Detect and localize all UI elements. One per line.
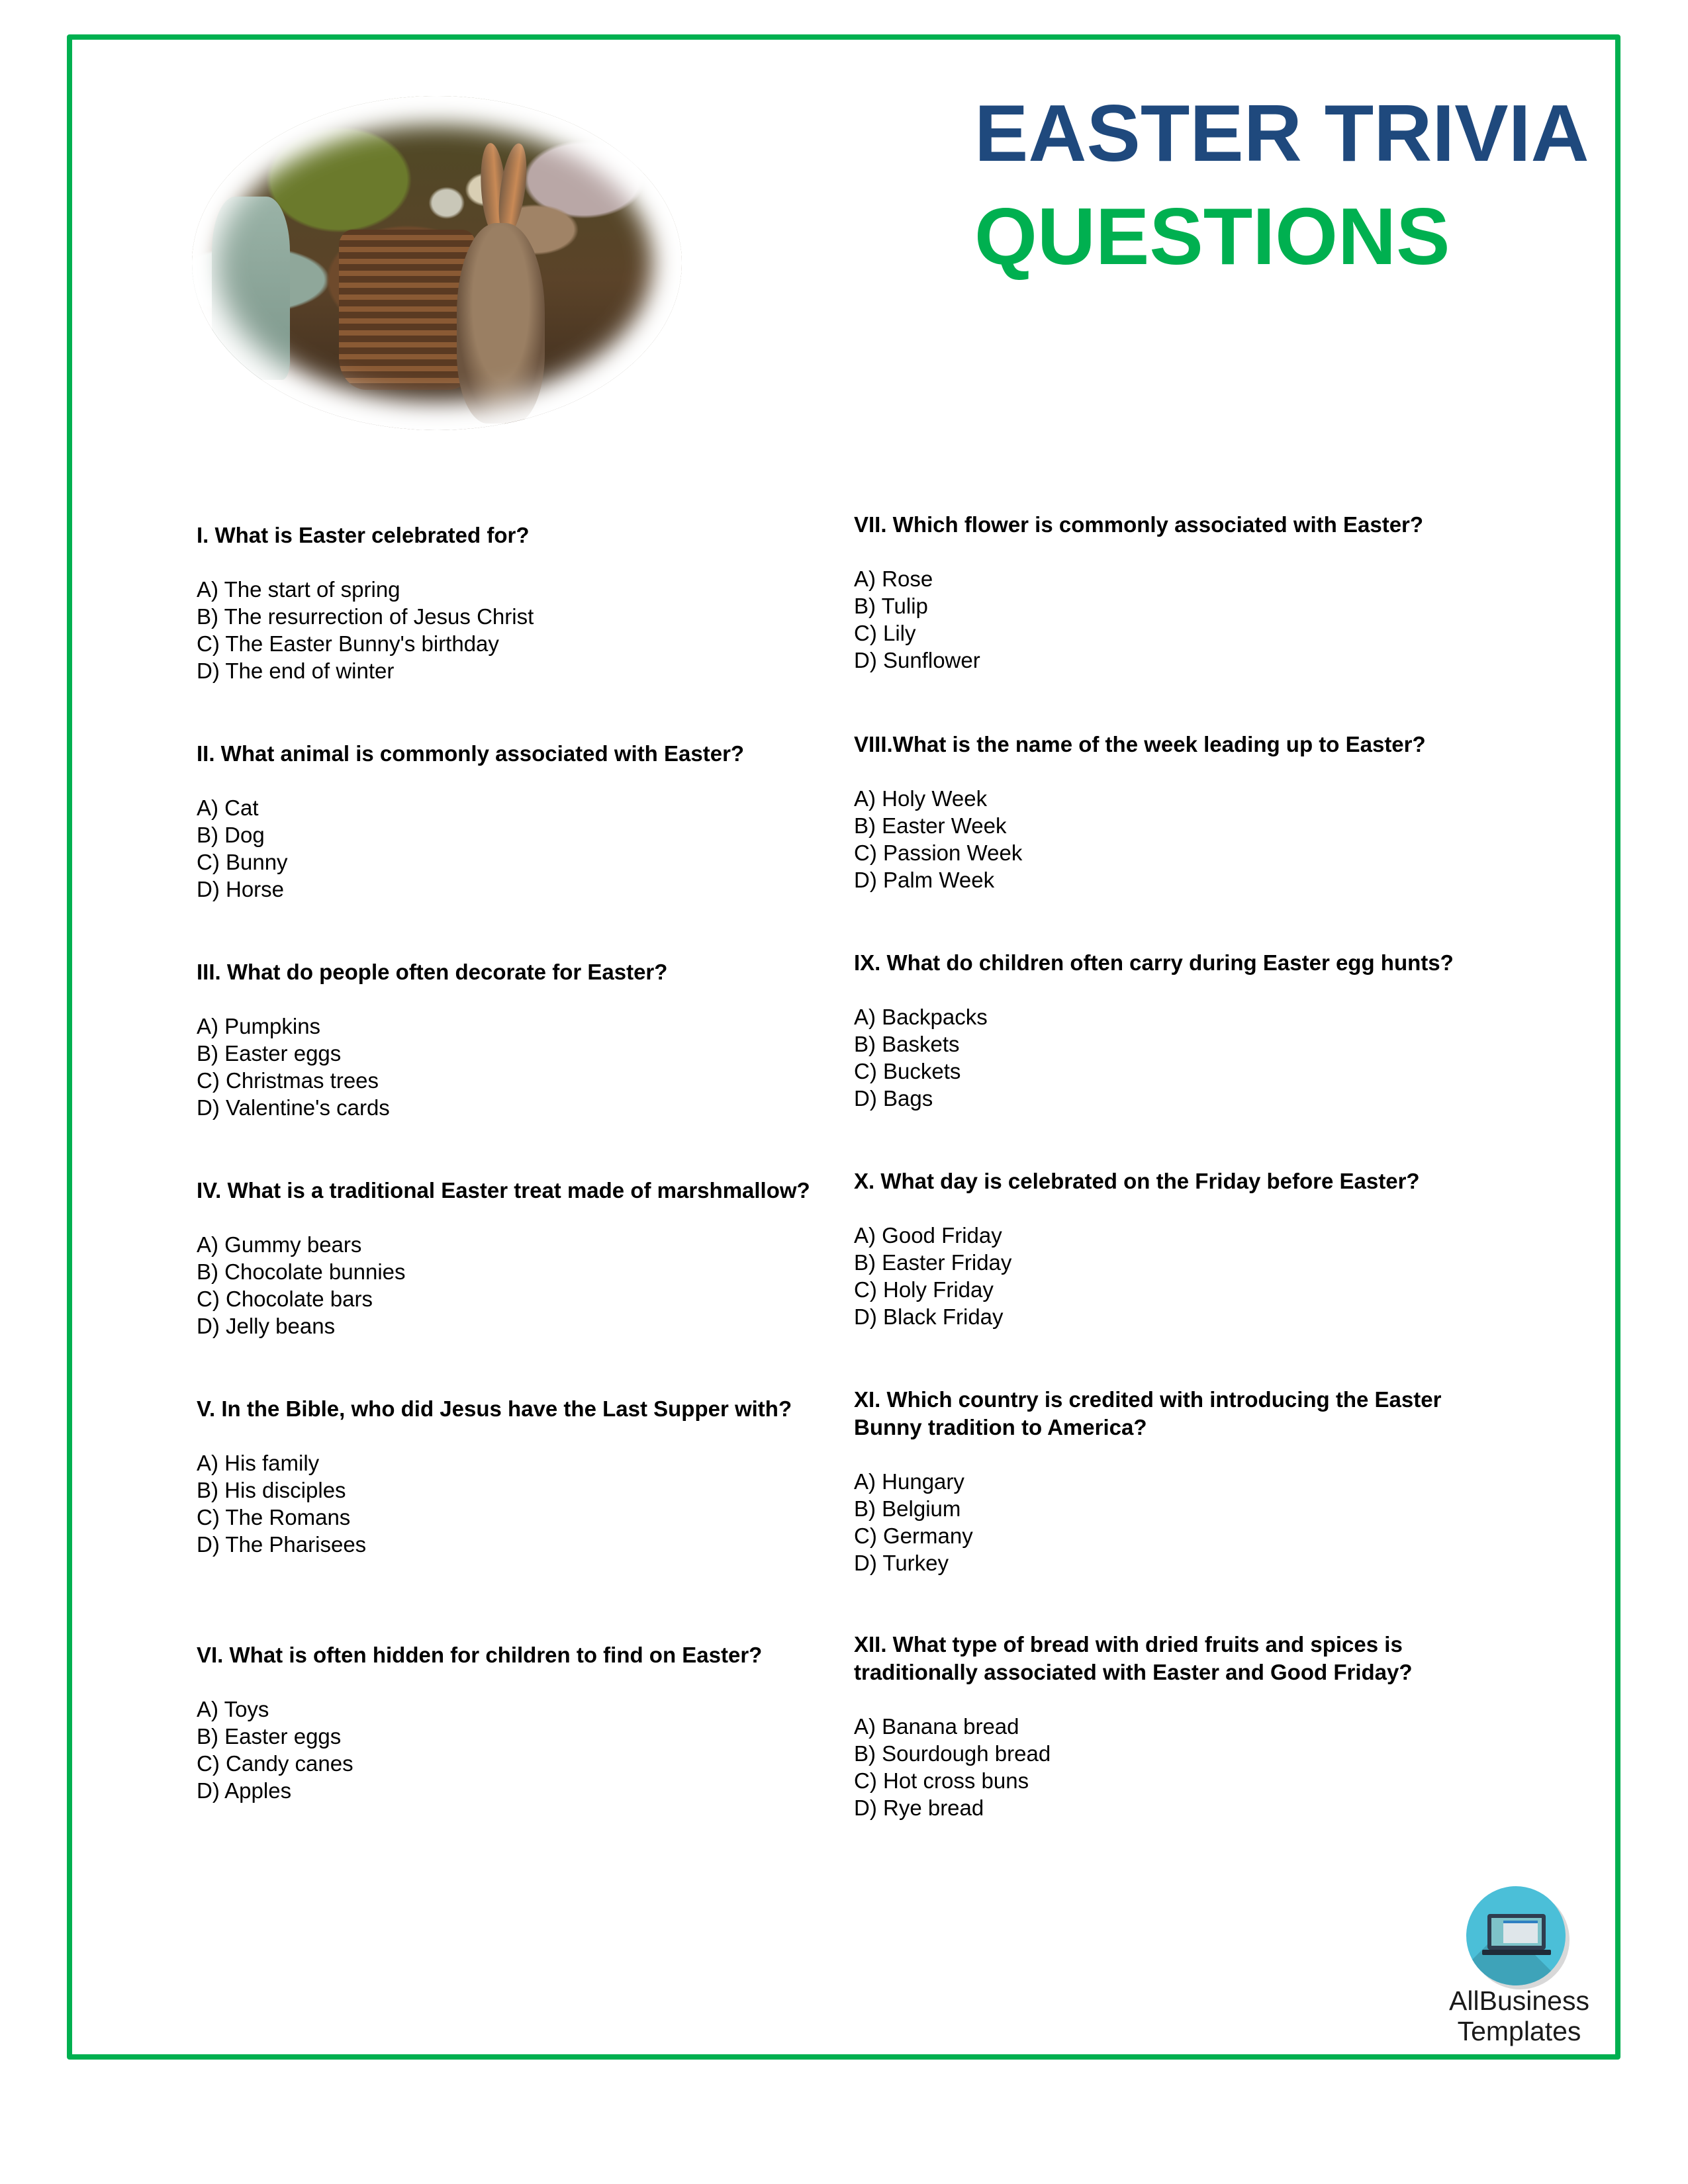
answer-option: C) The Romans	[197, 1505, 351, 1529]
question-block	[197, 1641, 859, 1804]
answer-option: A) Hungary	[854, 1469, 964, 1494]
answer-option: A) The start of spring	[197, 577, 400, 602]
answer-option: B) The resurrection of Jesus Christ	[197, 604, 534, 629]
answer-option: D) Palm Week	[854, 868, 995, 892]
answer-option: B) Baskets	[854, 1032, 960, 1056]
question-block	[854, 1386, 1489, 1576]
answer-option: C) Buckets	[854, 1059, 961, 1083]
answer-option: B) Easter Friday	[854, 1250, 1012, 1275]
answer-option: A) Toys	[197, 1697, 269, 1721]
answer-option: B) Easter Week	[854, 813, 1007, 838]
answer-option: A) Backpacks	[854, 1005, 988, 1029]
question-block	[197, 522, 859, 684]
answer-option: D) Valentine's cards	[197, 1095, 390, 1120]
answer-option: D) Turkey	[854, 1551, 949, 1575]
answer-option: B) Easter eggs	[197, 1041, 342, 1066]
answer-option: B) Sourdough bread	[854, 1741, 1051, 1766]
question-block	[197, 1395, 859, 1558]
question-block	[854, 949, 1516, 1112]
logo-text	[1440, 1985, 1599, 2046]
question-block	[197, 740, 859, 903]
question-text: VI. What is often hidden for children to find on Easter?	[197, 1643, 763, 1667]
question-block	[854, 1631, 1423, 1821]
question-block	[854, 511, 1516, 674]
title-line-2: QUESTIONS	[974, 191, 1450, 281]
answer-option: D) The Pharisees	[197, 1532, 367, 1557]
answer-option: C) Chocolate bars	[197, 1287, 373, 1311]
logo-circle	[1466, 1886, 1566, 1985]
answer-option: D) Black Friday	[854, 1304, 1004, 1329]
question-text: X. What day is celebrated on the Friday before Easter?	[854, 1169, 1420, 1193]
answer-option: A) Holy Week	[854, 786, 988, 811]
question-text: V. In the Bible, who did Jesus have the Last Supper with?	[197, 1396, 792, 1421]
question-text: IX. What do children often carry during Easter egg hunts?	[854, 950, 1454, 975]
laptop-icon	[1487, 1914, 1546, 1950]
answer-option: C) Christmas trees	[197, 1068, 379, 1093]
document-icon	[1503, 1921, 1538, 1943]
question-block	[854, 731, 1516, 893]
answer-option: B) Easter eggs	[197, 1724, 342, 1749]
answer-option: B) Tulip	[854, 594, 928, 618]
vignette	[192, 96, 682, 430]
answer-option: B) Dog	[197, 823, 265, 847]
question-block	[197, 1177, 859, 1340]
answer-option: D) Sunflower	[854, 648, 980, 672]
answer-option: A) Good Friday	[854, 1223, 1002, 1248]
question-text: XII. What type of bread with dried fruits and spices is traditionally associated with Easter and Good Friday?	[854, 1632, 1413, 1684]
answer-option: D) The end of winter	[197, 659, 395, 683]
answer-option: A) Gummy bears	[197, 1232, 362, 1257]
answer-option: C) Hot cross buns	[854, 1768, 1029, 1793]
answer-option: B) Chocolate bunnies	[197, 1259, 406, 1284]
bunny-basket-image	[192, 96, 682, 430]
answer-option: D) Jelly beans	[197, 1314, 336, 1338]
question-text: VIII.What is the name of the week leading up to Easter?	[854, 732, 1426, 756]
answer-option: A) His family	[197, 1451, 320, 1475]
answer-option: C) Passion Week	[854, 841, 1023, 865]
laptop-screen	[1491, 1918, 1542, 1946]
laptop-base	[1482, 1950, 1551, 1955]
question-text: III. What do people often decorate for Easter?	[197, 960, 668, 984]
logo-line-2: Templates	[1457, 2016, 1581, 2046]
answer-option: C) Bunny	[197, 850, 288, 874]
question-block	[854, 1167, 1516, 1330]
logo-line-1: AllBusiness	[1449, 1985, 1589, 2016]
answer-option: C) Germany	[854, 1524, 973, 1548]
answer-option: D) Horse	[197, 877, 285, 901]
question-block	[197, 958, 859, 1121]
question-text: XI. Which country is credited with introducing the Easter Bunny tradition to America?	[854, 1387, 1442, 1439]
title-line-1: EASTER TRIVIA	[974, 88, 1589, 178]
answer-option: B) His disciples	[197, 1478, 346, 1502]
question-text: II. What animal is commonly associated with Easter?	[197, 741, 745, 766]
answer-option: C) The Easter Bunny's birthday	[197, 631, 499, 656]
answer-option: D) Bags	[854, 1086, 933, 1111]
allbusiness-templates-logo[interactable]	[1440, 1886, 1599, 2045]
answer-option: D) Apples	[197, 1778, 292, 1803]
answer-option: A) Cat	[197, 796, 259, 820]
answer-option: B) Belgium	[854, 1496, 961, 1521]
answer-option: C) Lily	[854, 621, 916, 645]
answer-option: A) Rose	[854, 567, 933, 591]
question-text: I. What is Easter celebrated for?	[197, 523, 530, 547]
answer-option: C) Candy canes	[197, 1751, 353, 1776]
answer-option: C) Holy Friday	[854, 1277, 994, 1302]
question-text: IV. What is a traditional Easter treat made of marshmallow?	[197, 1178, 810, 1203]
question-text: VII. Which flower is commonly associated with Easter?	[854, 512, 1424, 537]
answer-option: D) Rye bread	[854, 1796, 984, 1820]
answer-option: A) Banana bread	[854, 1714, 1019, 1739]
answer-option: A) Pumpkins	[197, 1014, 321, 1038]
